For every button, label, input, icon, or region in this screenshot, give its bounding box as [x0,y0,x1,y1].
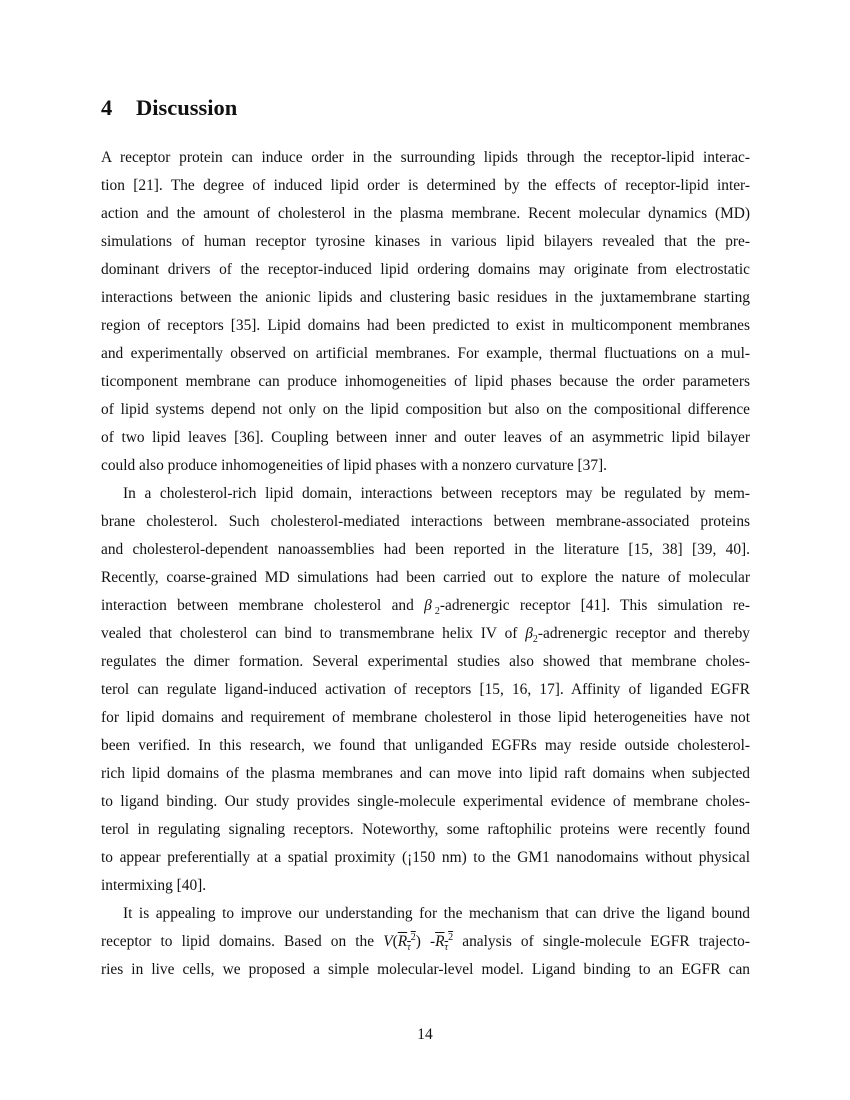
paragraph [101,144,750,480]
text-line: for lipid domains and requirement of membrane cholesterol in those lipid heterogeneities have not [101,709,750,726]
text-line: It is appealing to improve our understanding for the mechanism that can drive the ligand bound [123,905,750,922]
text-segment: vealed that cholesterol can bind to transmembrane helix IV of [101,625,526,642]
body-text [101,144,750,984]
text-segment: interaction between membrane cholesterol and [101,597,425,614]
paragraph [101,480,750,900]
text-line: simulations of human receptor tyrosine kinases in various lipid bilayers revealed that the pre- [101,233,750,250]
text-line: of lipid systems depend not only on the lipid composition but also on the compositional difference [101,401,750,418]
text-line: of two lipid leaves [36]. Coupling between inner and outer leaves of an asymmetric lipid bilayer [101,429,750,446]
overline-term: $R_\tau^2$ [397,931,416,954]
subscript: 2 [532,634,538,646]
text-segment: -adrenergic receptor and thereby [537,625,750,642]
text-line: rich lipid domains of the plasma membranes and can move into lipid raft domains when subjected [101,765,750,782]
text-line: interactions between the anionic lipids and clustering basic residues in the juxtamembrane starting [101,289,750,306]
text-line: A receptor protein can induce order in the surrounding lipids through the receptor-lipid interac- [101,149,750,166]
overline-term: $R_\tau^2$ [435,931,454,954]
subscript: 2 [434,606,440,618]
text-line-with-math [101,592,750,620]
text-line: and cholesterol-dependent nanoassemblies had been reported in the literature [15, 38] [39, 40]. [101,541,750,558]
text-line: terol can regulate ligand-induced activation of receptors [15, 16, 17]. Affinity of liganded EGFR [101,681,750,698]
text-segment: receptor to lipid domains. Based on the [101,933,384,950]
text-line: to ligand binding. Our study provides single-molecule experimental evidence of membrane choles- [101,793,750,810]
section-heading [101,94,237,122]
text-line: terol in regulating signaling receptors. Noteworthy, some raftophilic proteins were recently found [101,821,750,838]
text-line: action and the amount of cholesterol in the plasma membrane. Recent molecular dynamics (MD) [101,205,750,222]
text-line: tion [21]. The degree of induced lipid order is determined by the effects of receptor-lipid inter- [101,177,750,194]
text-segment: -adrenergic receptor [41]. This simulation re- [439,597,750,614]
text-line: could also produce inhomogeneities of lipid phases with a nonzero curvature [37]. [101,457,608,474]
paragraph [101,900,750,984]
text-line: and experimentally observed on artificial membranes. For example, thermal fluctuations on a mul- [101,345,750,362]
text-line-with-math [101,928,750,956]
beta-symbol: β [525,625,533,642]
text-line: region of receptors [35]. Lipid domains had been predicted to exist in multicomponent membranes [101,317,750,334]
text-line-with-math [101,620,750,648]
page-number: 14 [417,1026,433,1043]
text-line: ries in live cells, we proposed a simple molecular-level model. Ligand binding to an EGFR can [101,961,750,978]
text-line: to appear preferentially at a spatial proximity (¡150 nm) to the GM1 nanodomains without physical [101,849,750,866]
section-number: 4 [101,95,113,120]
beta-symbol: β [424,597,432,614]
math-expression: $V(R_\tau^2)$ $-R_\tau^2$ [383,931,454,954]
text-line: been verified. In this research, we found that unliganded EGFRs may reside outside cholesterol- [101,737,750,754]
text-line: dominant drivers of the receptor-induced lipid ordering domains may originate from electrostatic [101,261,750,278]
text-line: intermixing [40]. [101,877,207,894]
text-segment: analysis of single-molecule EGFR trajecto- [453,933,750,950]
text-line: ticomponent membrane can produce inhomogeneities of lipid phases because the order parameters [101,373,750,390]
text-line: In a cholesterol-rich lipid domain, interactions between receptors may be regulated by mem- [123,485,750,502]
text-line: brane cholesterol. Such cholesterol-mediated interactions between membrane-associated proteins [101,513,750,530]
text-line: Recently, coarse-grained MD simulations had been carried out to explore the nature of molecular [101,569,750,586]
text-line: regulates the dimer formation. Several experimental studies also showed that membrane choles- [101,653,750,670]
section-title: Discussion [136,95,238,120]
